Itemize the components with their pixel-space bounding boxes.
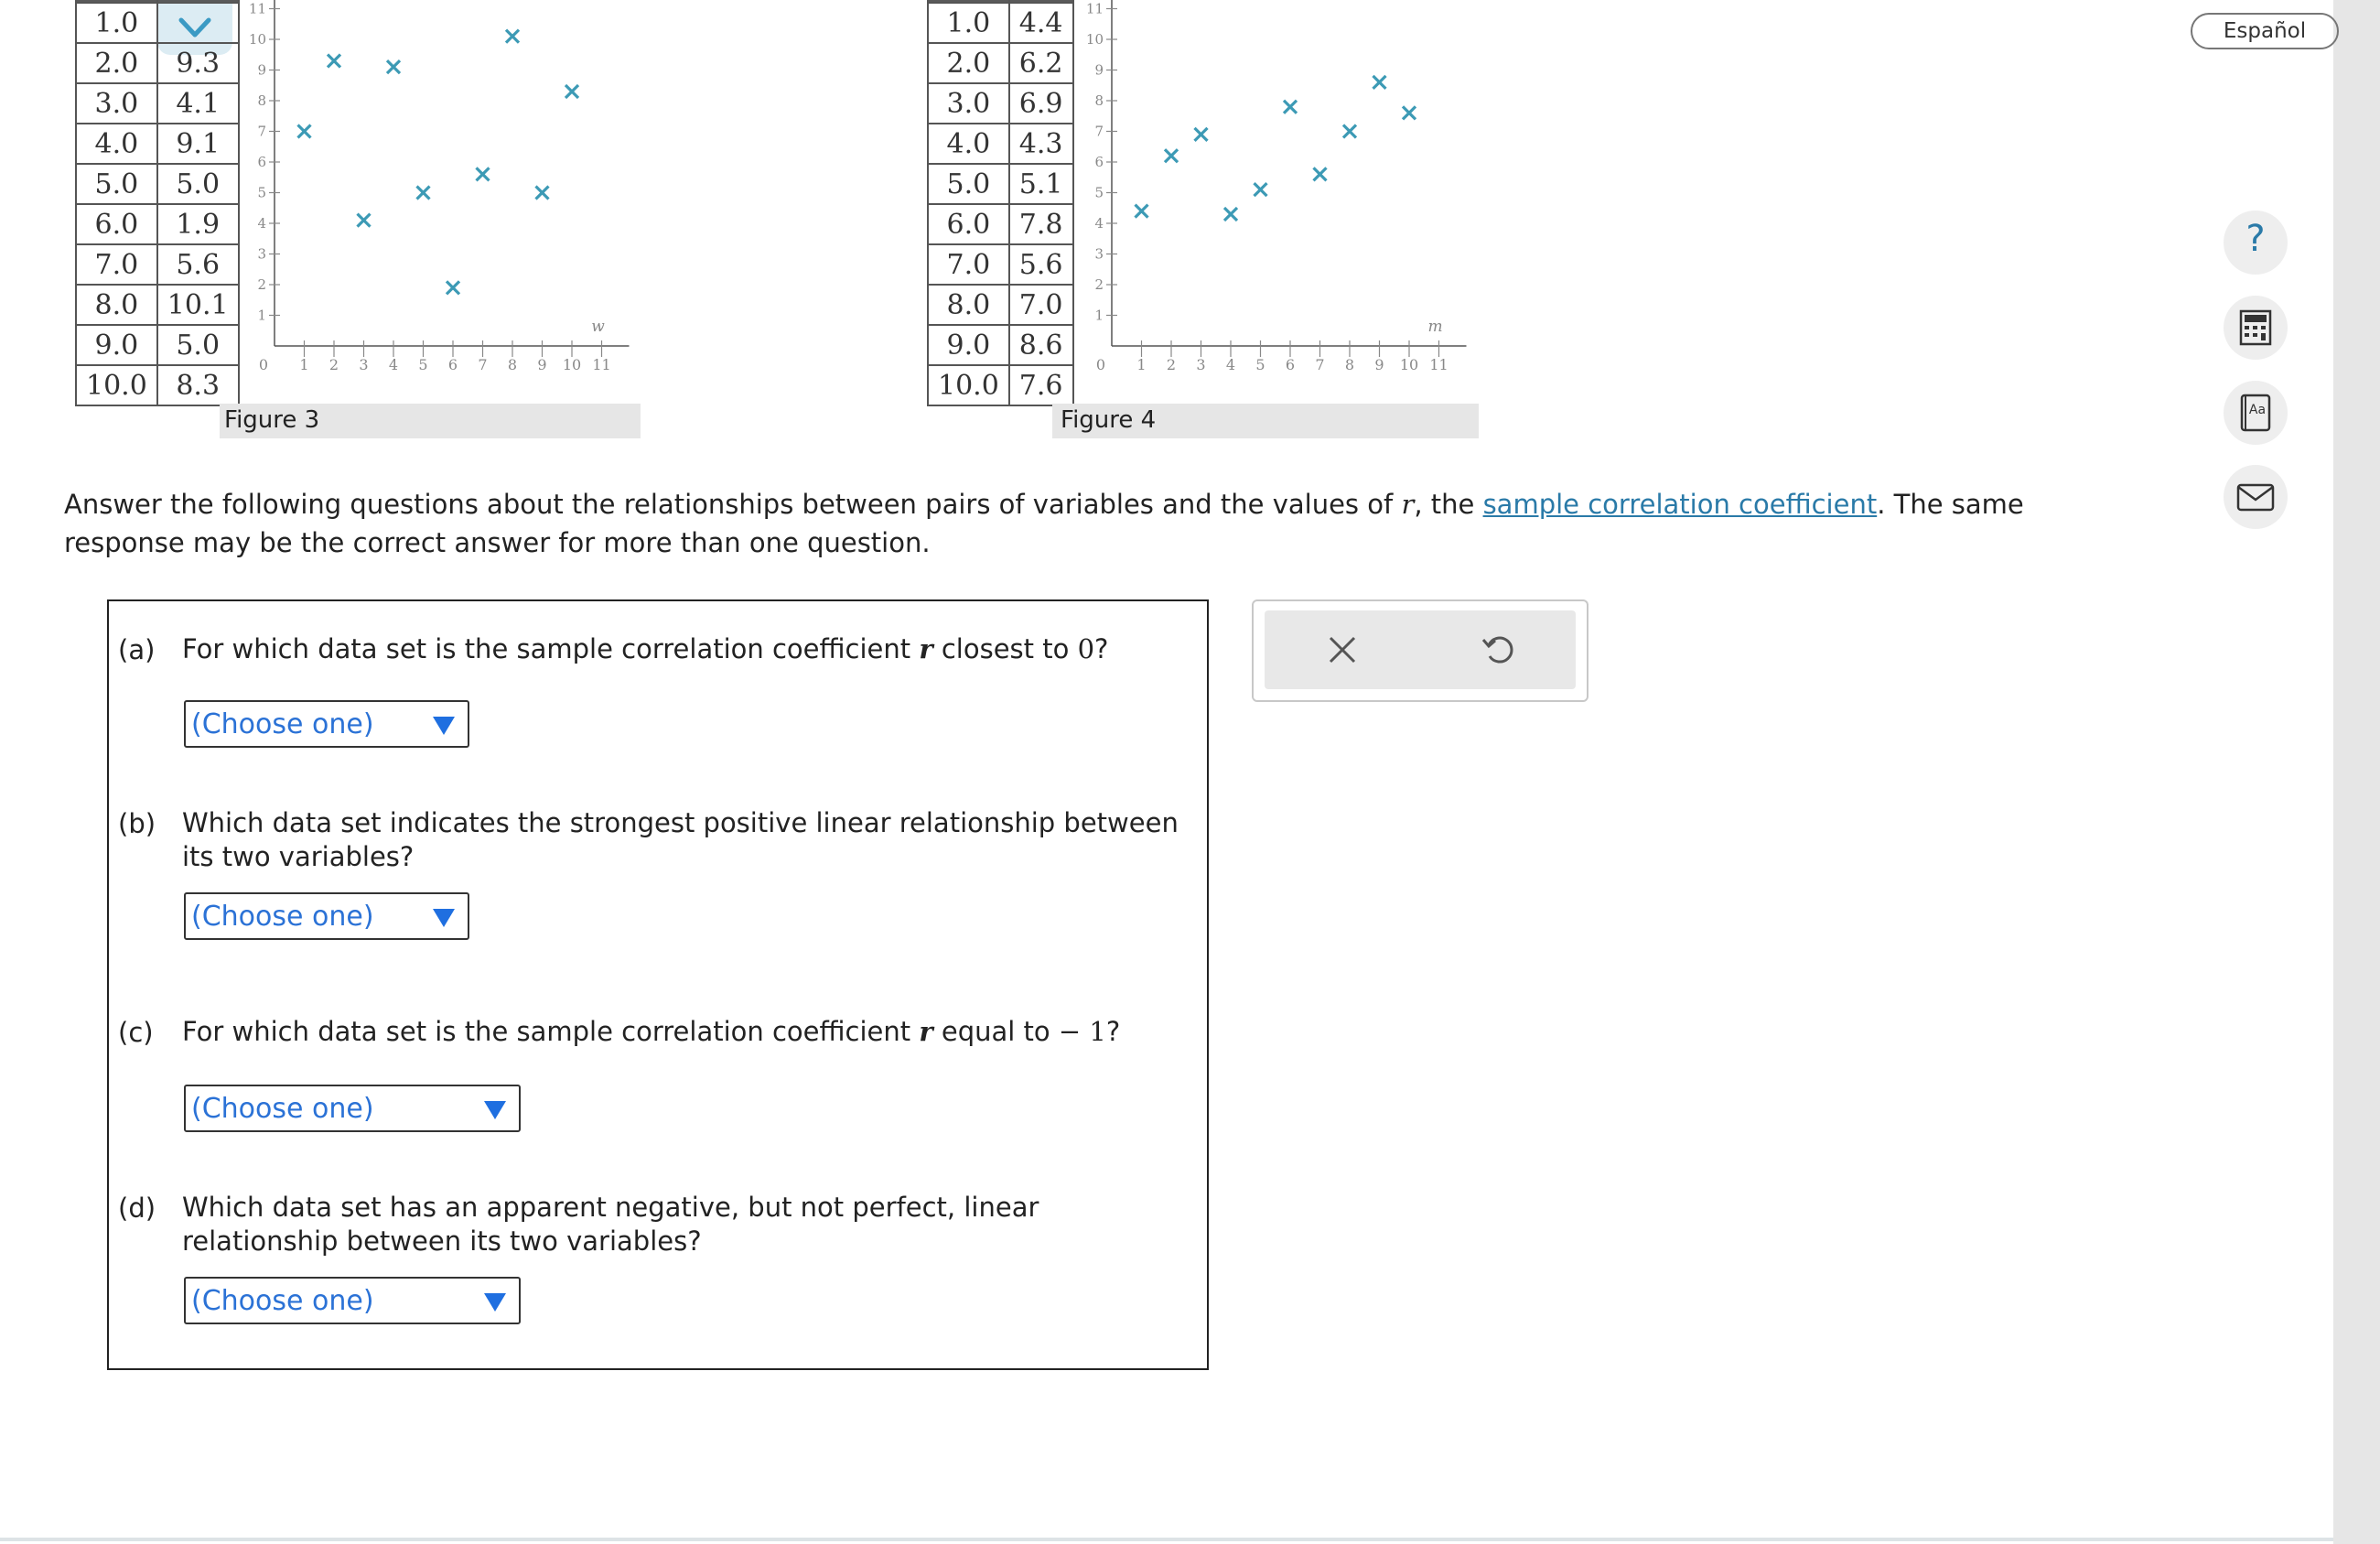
x-tick-label: 4: [388, 356, 399, 373]
y-tick-label: 7: [1094, 123, 1104, 140]
table-cell-x: 4.0: [928, 124, 1009, 164]
table-row: [928, 3, 1073, 43]
table-row: [76, 43, 239, 83]
data-point: [1373, 76, 1386, 89]
question-a-select-value: (Choose one): [191, 708, 374, 740]
data-point: [1284, 101, 1297, 113]
figure3-scatter-plot: [240, 0, 642, 384]
table-cell-y: 9.3: [157, 43, 239, 83]
question-c-variable: r: [919, 1016, 933, 1047]
x-tick-label: 8: [1344, 356, 1355, 373]
x-tick-label: 6: [447, 356, 458, 373]
table-cell-x: 10.0: [928, 365, 1009, 405]
question-a-select[interactable]: [184, 700, 469, 748]
undo-icon: [1475, 627, 1521, 673]
x-tick-label: 5: [1255, 356, 1265, 373]
table-cell-x: 6.0: [76, 204, 157, 244]
x-tick-label: 7: [478, 356, 488, 373]
x-tick-label: 8: [507, 356, 518, 373]
x-tick-label: 11: [1429, 356, 1448, 373]
y-tick-label: 1: [257, 307, 266, 324]
clear-button[interactable]: [1319, 627, 1365, 673]
calculator-icon: [2224, 296, 2288, 360]
intro-text-middle: , the: [1414, 489, 1483, 520]
close-icon: [1319, 627, 1365, 673]
x-tick-label: 5: [418, 356, 428, 373]
data-point: [506, 30, 519, 43]
question-c-mark: ?: [1105, 1016, 1121, 1047]
question-b-select[interactable]: [184, 892, 469, 940]
table-cell-y: 5.0: [157, 325, 239, 365]
dictionary-button[interactable]: [2224, 381, 2288, 445]
bottom-divider: [0, 1538, 2333, 1541]
origin-label: 0: [1095, 356, 1106, 373]
table-cell-y: 5.6: [1009, 244, 1073, 285]
table-cell-x: 7.0: [76, 244, 157, 285]
data-point: [417, 187, 430, 200]
table-cell-x: 8.0: [76, 285, 157, 325]
table-cell-x: 6.0: [928, 204, 1009, 244]
data-point: [358, 214, 371, 227]
table-cell-x: 2.0: [76, 43, 157, 83]
table-cell-x: 10.0: [76, 365, 157, 405]
table-cell-x: 5.0: [928, 164, 1009, 204]
table-row: [928, 43, 1073, 83]
question-d-select[interactable]: [184, 1277, 521, 1324]
table-cell-y: 10.1: [157, 285, 239, 325]
table-cell-y: 8.3: [157, 365, 239, 405]
y-tick-label: 3: [1094, 245, 1104, 263]
table-cell-y: 8.6: [1009, 325, 1073, 365]
table-row: [76, 164, 239, 204]
right-sidebar-strip: [2333, 0, 2380, 1544]
table-row: [928, 83, 1073, 124]
x-tick-label: 11: [592, 356, 611, 373]
table-cell-y: 4.4: [1009, 3, 1073, 43]
y-tick-label: 11: [1085, 0, 1104, 17]
intro-text-end: . The same response may be the correct answer for more than one question.: [64, 489, 2024, 558]
table-row: [928, 204, 1073, 244]
table-row: [928, 285, 1073, 325]
x-tick-label: 4: [1225, 356, 1236, 373]
y-tick-label: 11: [248, 0, 266, 17]
question-d-text: Which data set has an apparent negative, but not perfect, linear relationship between its two variables?: [182, 1192, 1039, 1257]
data-point: [1314, 167, 1327, 180]
dropdown-arrow-icon: [484, 1101, 506, 1119]
table-cell-x: 1.0: [928, 3, 1009, 43]
y-tick-label: 2: [257, 276, 266, 293]
figure4-scatter-plot: [1077, 0, 1480, 384]
figure3-data-table: [75, 0, 240, 406]
table-cell-y: 6.9: [1009, 83, 1073, 124]
question-a-mark: ?: [1094, 633, 1109, 664]
dropdown-arrow-icon: [433, 717, 455, 735]
table-cell-x: 4.0: [76, 124, 157, 164]
y-tick-label: 9: [257, 61, 266, 79]
data-point: [1224, 208, 1237, 221]
question-c-text-end: equal to: [932, 1016, 1059, 1047]
y-tick-label: 3: [257, 245, 266, 263]
data-point: [447, 281, 459, 294]
question-c-select-value: (Choose one): [191, 1093, 374, 1125]
data-point: [1195, 128, 1208, 141]
questions-box: [107, 599, 1209, 1370]
x-tick-label: 10: [562, 356, 582, 373]
data-point: [1255, 183, 1267, 196]
y-tick-label: 4: [257, 215, 266, 232]
help-button[interactable]: [2224, 211, 2288, 275]
data-point: [1136, 205, 1148, 218]
table-cell-y: 5.6: [157, 244, 239, 285]
x-tick-label: 6: [1285, 356, 1296, 373]
intro-variable-r: r: [1401, 489, 1415, 520]
table-cell-y: 9.1: [157, 124, 239, 164]
x-tick-label: 3: [359, 356, 369, 373]
question-a-text-start: For which data set is the sample correlation coefficient: [182, 633, 920, 664]
x-tick-label: 1: [1136, 356, 1147, 373]
data-point: [1165, 149, 1178, 162]
dropdown-arrow-icon: [433, 909, 455, 927]
y-tick-label: 4: [1094, 215, 1104, 232]
y-tick-label: 2: [1094, 276, 1104, 293]
table-row: [76, 325, 239, 365]
table-cell-y: 4.1: [157, 83, 239, 124]
question-c-select[interactable]: [184, 1085, 521, 1132]
table-row: [76, 204, 239, 244]
action-buttons-bar: [1265, 610, 1576, 689]
x-tick-label: 10: [1399, 356, 1419, 373]
y-tick-label: 8: [257, 92, 266, 109]
intro-text-start: Answer the following questions about the relationships between pairs of variables and the values of: [64, 489, 1402, 520]
question-a-variable: r: [919, 633, 933, 664]
question-d-label: (d): [118, 1193, 156, 1224]
data-point: [1403, 106, 1416, 119]
x-tick-label: 9: [1374, 356, 1384, 373]
x-tick-label: 7: [1315, 356, 1325, 373]
table-row: [928, 164, 1073, 204]
y-tick-label: 8: [1094, 92, 1104, 109]
y-tick-label: 9: [1094, 61, 1104, 79]
table-cell-x: 3.0: [76, 83, 157, 124]
y-tick-label: 7: [257, 123, 266, 140]
table-cell-y: 7.6: [1009, 365, 1073, 405]
table-cell-x: 3.0: [928, 83, 1009, 124]
y-tick-label: 1: [1094, 307, 1104, 324]
x-tick-label: 2: [1166, 356, 1177, 373]
table-cell-x: 2.0: [928, 43, 1009, 83]
question-a-label: (a): [118, 634, 156, 665]
data-point: [477, 167, 490, 180]
y-tick-label: 6: [1094, 154, 1104, 170]
question-c-label: (c): [118, 1017, 154, 1048]
table-cell-y: 4.3: [1009, 124, 1073, 164]
table-cell-y: 5.1: [1009, 164, 1073, 204]
table-cell-x: 9.0: [928, 325, 1009, 365]
x-tick-label: 1: [299, 356, 309, 373]
x-tick-label: 2: [328, 356, 339, 373]
data-point: [1343, 125, 1356, 138]
table-cell-x: 1.0: [76, 3, 157, 43]
dropdown-arrow-icon: [484, 1293, 506, 1312]
data-point: [387, 60, 400, 73]
table-cell-x: 8.0: [928, 285, 1009, 325]
table-cell-y: 7.8: [1009, 204, 1073, 244]
x-tick-label: 9: [537, 356, 547, 373]
figure4-caption: Figure 4: [1061, 406, 1157, 434]
table-row: [928, 124, 1073, 164]
y-tick-label: 6: [257, 154, 266, 170]
question-c-text: [182, 1015, 1189, 1049]
y-tick-label: 5: [1094, 184, 1104, 201]
x-axis-label: w: [591, 318, 605, 336]
table-cell-y: [157, 3, 239, 43]
dictionary-label: Aa: [2248, 403, 2267, 417]
table-row: [928, 244, 1073, 285]
table-row: [928, 365, 1073, 405]
table-cell-x: 9.0: [76, 325, 157, 365]
origin-label: 0: [258, 356, 269, 373]
espanol-language-button[interactable]: Español: [2191, 13, 2339, 49]
y-tick-label: 5: [257, 184, 266, 201]
table-cell-y: 1.9: [157, 204, 239, 244]
help-icon: ?: [2245, 218, 2266, 260]
table-row: [76, 365, 239, 405]
y-tick-label: 10: [1085, 31, 1104, 48]
table-cell-x: 5.0: [76, 164, 157, 204]
table-row: [928, 325, 1073, 365]
table-row: [76, 124, 239, 164]
undo-button[interactable]: [1475, 627, 1521, 673]
question-b-text: Which data set indicates the strongest positive linear relationship between its two variables?: [182, 807, 1179, 872]
question-c-value: − 1: [1058, 1016, 1106, 1047]
y-tick-label: 10: [248, 31, 266, 48]
x-axis-label: m: [1427, 318, 1443, 336]
data-point: [328, 54, 340, 67]
table-cell-y: 7.0: [1009, 285, 1073, 325]
mail-icon: [2224, 465, 2288, 529]
x-tick-label: 3: [1196, 356, 1206, 373]
table-row: [76, 244, 239, 285]
question-c-text-start: For which data set is the sample correlation coefficient: [182, 1016, 920, 1047]
table-row: [76, 285, 239, 325]
calculator-button[interactable]: [2224, 296, 2288, 360]
mail-button[interactable]: [2224, 465, 2288, 529]
data-point: [298, 125, 311, 138]
question-a-value: 0: [1077, 633, 1095, 664]
question-b-select-value: (Choose one): [191, 901, 374, 933]
question-a-text-end: closest to: [932, 633, 1078, 664]
figure3-caption: Figure 3: [224, 406, 320, 434]
figure4-data-table: [927, 0, 1074, 406]
question-b-label: (b): [118, 808, 156, 839]
answer-action-panel: [1252, 599, 1588, 702]
sample-correlation-coefficient-link[interactable]: sample correlation coefficient: [1482, 489, 1878, 520]
table-cell-x: 7.0: [928, 244, 1009, 285]
instructions-paragraph: [64, 485, 2114, 562]
question-d-select-value: (Choose one): [191, 1285, 374, 1317]
table-row: [76, 83, 239, 124]
data-point: [565, 85, 578, 98]
table-cell-y: 5.0: [157, 164, 239, 204]
table-cell-y: 6.2: [1009, 43, 1073, 83]
data-point: [536, 187, 549, 200]
question-a-text: [182, 632, 1189, 666]
table-row: [76, 3, 239, 43]
